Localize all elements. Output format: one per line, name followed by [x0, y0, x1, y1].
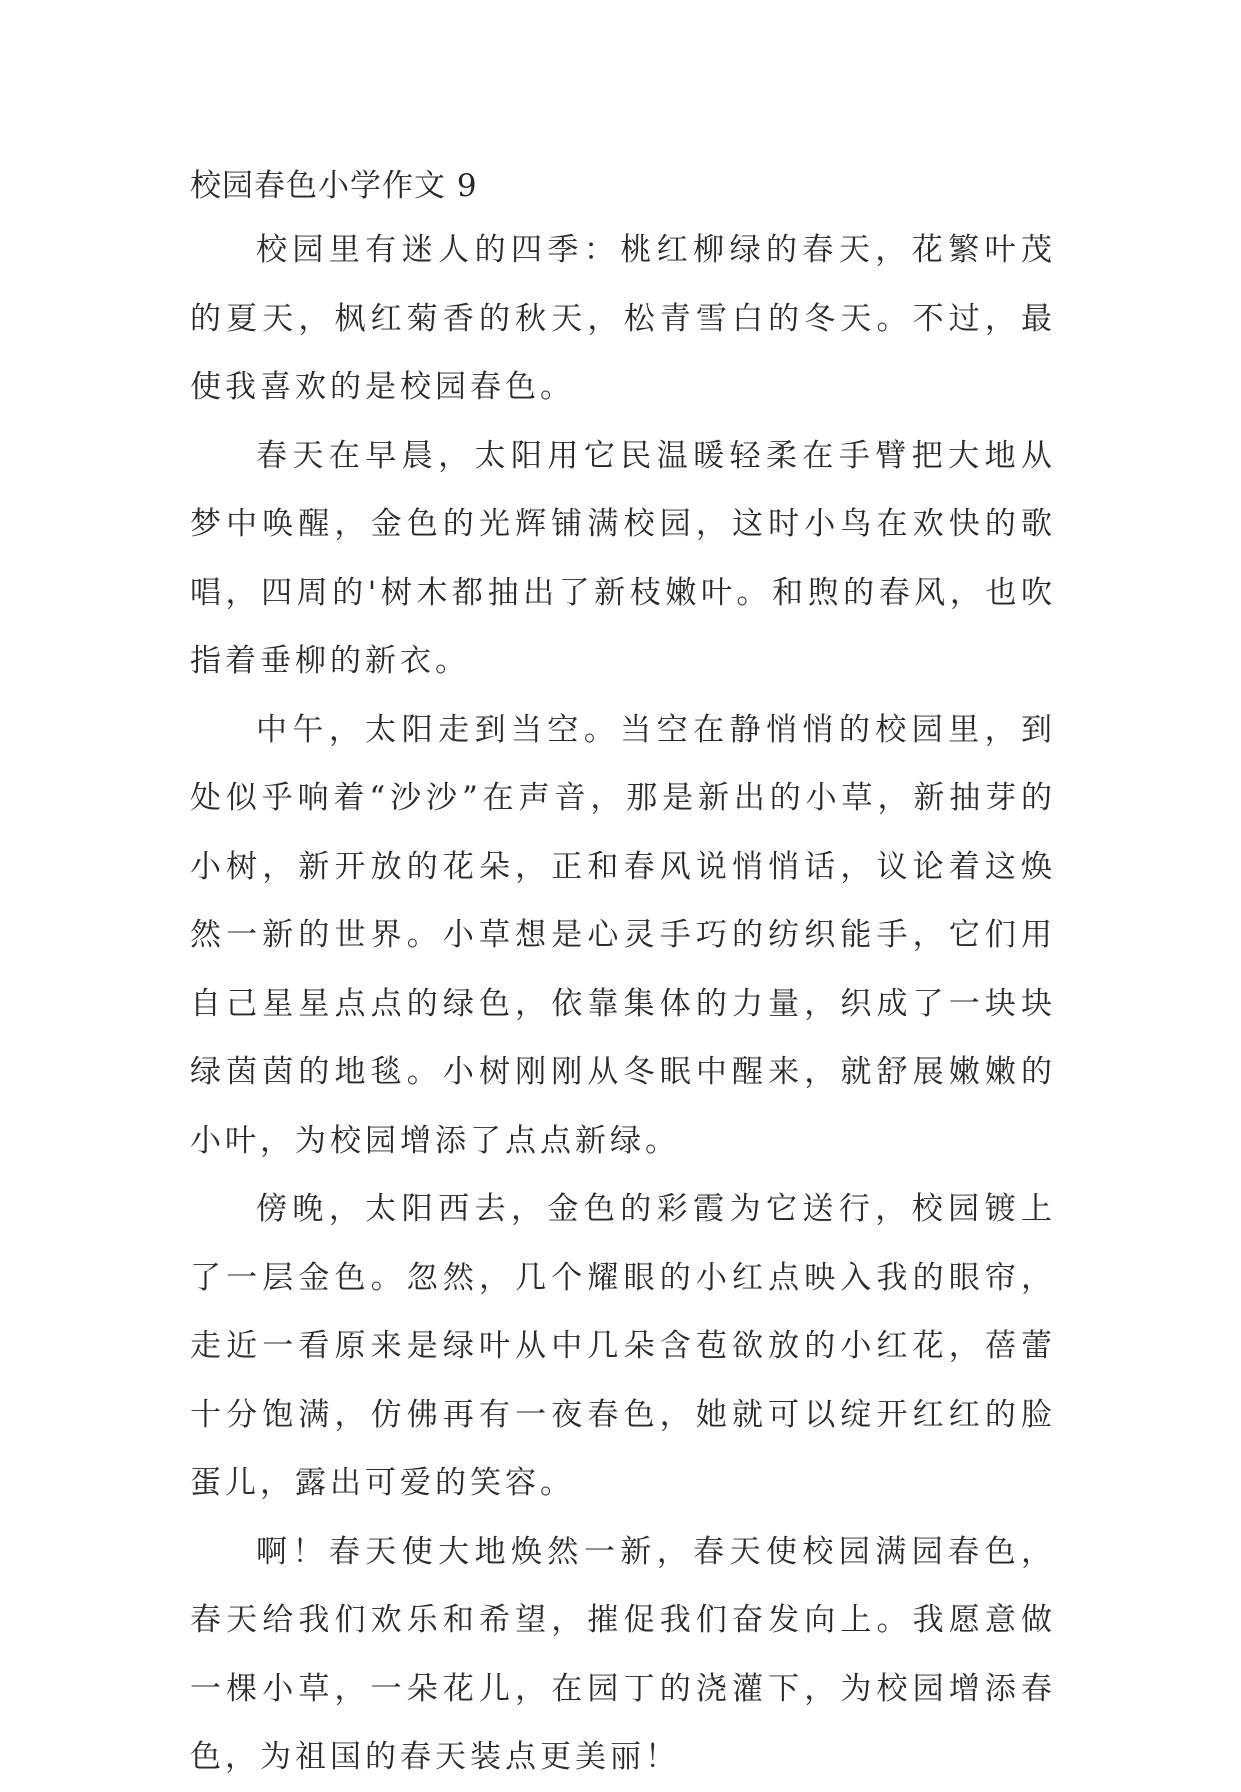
document-body [190, 156, 1056, 1792]
paragraph-1: 校园里有迷人的四季：桃红柳绿的春天，花繁叶茂的夏天，枫红菊香的秋天，松青雪白的冬天。不过，最使我喜欢的是校园春色。 [190, 232, 1056, 405]
paragraph-3: 中午，太阳走到当空。当空在静悄悄的校园里，到处似乎响着“沙沙”在声音，那是新出的小草，新抽芽的小树，新开放的花朵，正和春风说悄悄话，议论着这焕然一新的世界。小草想是心灵手巧的纺织能手，它们用自己星星点点的绿色，依靠集体的力量，织成了一块块绿茵茵的地毯。小树刚刚从冬眠中醒来，就舒展嫩嫩的小叶，为校园增添了点点新绿。 [190, 711, 1056, 1159]
paragraph-4: 傍晚，太阳西去，金色的彩霞为它送行，校园镀上了一层金色。忽然，几个耀眼的小红点映入我的眼帘，走近一看原来是绿叶从中几朵含苞欲放的小红花，蓓蕾十分饱满，仿佛再有一夜春色，她就可以绽开红红的脸蛋儿，露出可爱的笑容。 [190, 1191, 1056, 1501]
paragraph-5: 啊！春天使大地焕然一新，春天使校园满园春色，春天给我们欢乐和希望，摧促我们奋发向上。我愿意做一棵小草，一朵花儿，在园丁的浇灌下，为校园增添春色，为祖国的春天装点更美丽！ [190, 1533, 1056, 1775]
document-title: 校园春色小学作文 9 [190, 168, 478, 204]
paragraph-2: 春天在早晨，太阳用它民温暖轻柔在手臂把大地从梦中唤醒，金色的光辉铺满校园，这时小鸟在欢快的歌唱，四周的'树木都抽出了新枝嫩叶。和煦的春风，也吹指着垂柳的新衣。 [190, 437, 1056, 679]
